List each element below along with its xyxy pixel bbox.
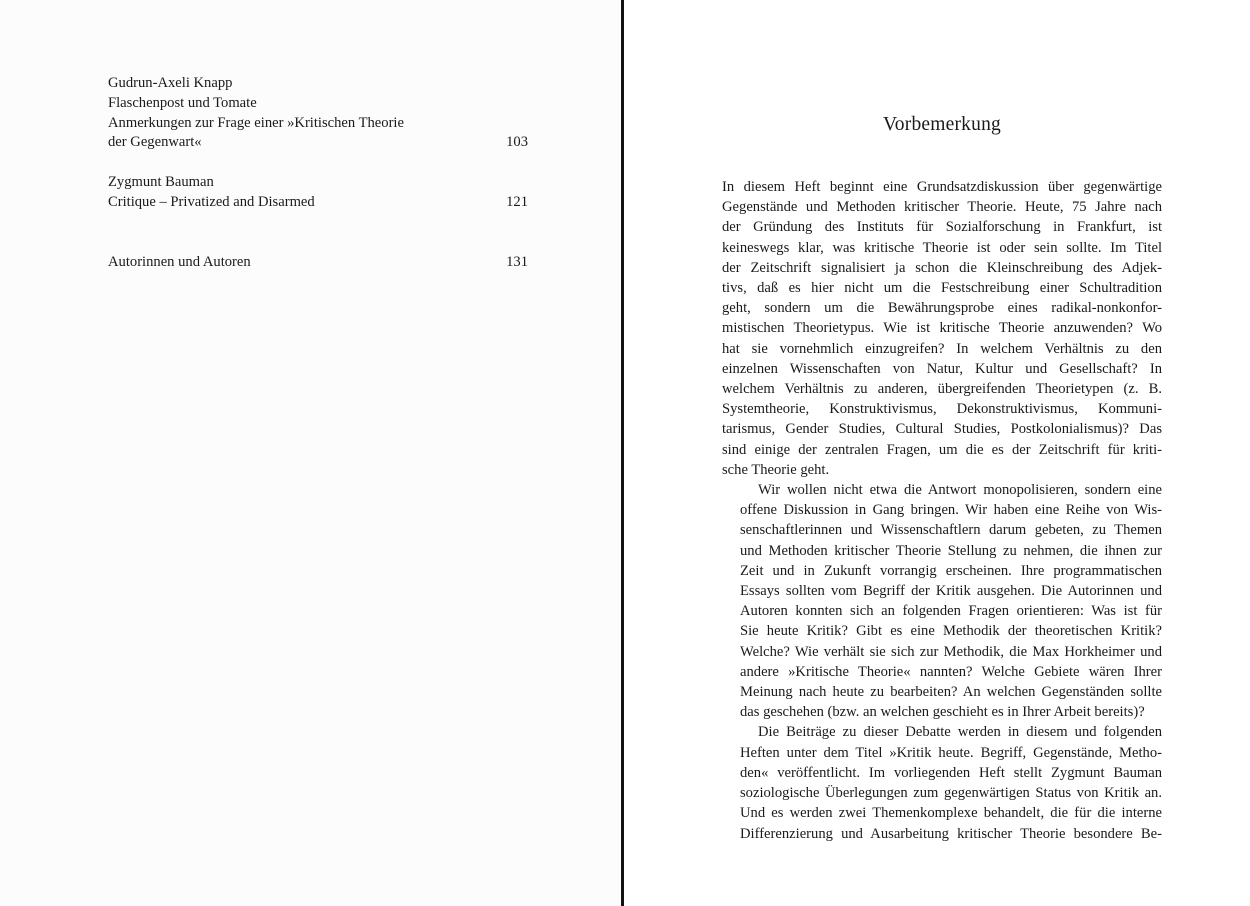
text-line: welchem Verhältnis zu anderen, übergreifenden Theorietypen (z. B.: [722, 381, 1162, 398]
text-line: Die Beiträge zu dieser Debatte werden in diesem und folgenden: [758, 724, 1162, 741]
paragraph: [722, 480, 1162, 722]
toc-page-number: 103: [506, 134, 528, 151]
text-line: und Methoden kritischer Theorie Stellung zu nehmen, die ihnen zur: [740, 542, 1162, 559]
text-line: soziologische Überlegungen zum gegenwärtigen Status von Kritik an.: [740, 785, 1162, 802]
text-line: Zeit und in Zukunft vorrangig erscheinen. Ihre programmatischen: [740, 562, 1162, 579]
text-line: Meinung nach heute zu bearbeiten? An welchen Gegenständen sollte: [740, 684, 1162, 701]
text-line: einzelnen Wissenschaften von Natur, Kultur und Gesellschaft? In: [722, 360, 1162, 377]
text-line: der Zeitschrift signalisiert ja schon die Kleinschreibung des Adjek-: [722, 259, 1162, 276]
text-line: der Gründung des Instituts für Sozialforschung in Frankfurt, ist: [722, 219, 1162, 236]
text-line: tivs, daß es hier nicht um die Festschreibung einer Schultradition: [722, 280, 1162, 297]
paragraph: [722, 722, 1162, 843]
text-line: andere »Kritische Theorie« nannten? Welche Gebiete wären Ihrer: [740, 663, 1162, 680]
page-title: Vorbemerkung: [883, 114, 1001, 135]
toc-page-number: 121: [506, 193, 528, 210]
text-line: tarismus, Gender Studies, Cultural Studies, Postkolonialismus)? Das: [722, 421, 1162, 438]
toc-author: Zygmunt Bauman: [108, 174, 214, 191]
text-line: sind einige der zentralen Fragen, um die es der Zeitschrift für kriti-: [722, 441, 1162, 458]
toc-subtitle: der Gegenwart«: [108, 134, 202, 151]
toc-page-number: 131: [506, 253, 528, 270]
left-page: [0, 0, 622, 906]
text-line: Differenzierung und Ausarbeitung kritischer Theorie besondere Be-: [740, 825, 1162, 842]
text-line: geht, sondern um die Bewährungsprobe eines radikal-nonkonfor-: [722, 300, 1162, 317]
toc-author: Gudrun-Axeli Knapp: [108, 75, 233, 91]
toc-entry-bauman: [108, 173, 528, 213]
text-line: Und es werden zwei Themenkomplexe behandelt, die für die interne: [740, 805, 1162, 822]
text-line: mistischen Theorietypus. Wie ist kritische Theorie anzuwenden? Wo: [722, 320, 1162, 337]
text-line: Essays sollten vom Begriff der Kritik ausgehen. Die Autorinnen und: [740, 583, 1162, 600]
text-line: In diesem Heft beginnt eine Grundsatzdiskussion über gegenwärtige: [722, 179, 1162, 195]
article-body: [722, 177, 1162, 844]
text-line: offene Diskussion in Gang bringen. Wir haben eine Reihe von Wis-: [740, 502, 1162, 519]
toc-entry-autoren: [108, 253, 528, 273]
toc-entry-knapp: [108, 74, 528, 153]
text-line: sche Theorie geht.: [722, 461, 830, 478]
text-line: Wir wollen nicht etwa die Antwort monopolisieren, sondern eine: [758, 482, 1162, 499]
text-line: keineswegs klar, was kritische Theorie ist oder sein sollte. Im Titel: [722, 239, 1162, 256]
text-line: Welche? Wie verhält sie sich zur Methodik, die Max Horkheimer und: [740, 643, 1162, 660]
text-line: den« veröffentlicht. Im vorliegenden Heft stellt Zygmunt Bauman: [740, 764, 1162, 781]
text-line: Sie heute Kritik? Gibt es eine Methodik der theoretischen Kritik?: [740, 623, 1162, 640]
text-line: senschaftlerinnen und Wissenschaftlern darum gebeten, zu Themen: [740, 522, 1162, 539]
paragraph: [722, 177, 1162, 480]
toc-title: Autorinnen und Autoren: [108, 253, 251, 270]
text-line: hat sie vornehmlich einzugreifen? In welchem Verhältnis zu den: [722, 340, 1162, 357]
text-line: das geschehen (bzw. an welchen geschieht es in Ihrer Arbeit bereits)?: [740, 704, 1145, 721]
text-line: Autoren konnten sich an folgenden Fragen orientieren: Was ist für: [740, 603, 1162, 620]
text-line: Heften unter dem Titel »Kritik heute. Begriff, Gegenstände, Metho-: [740, 744, 1162, 761]
text-line: Systemtheorie, Konstruktivismus, Dekonstruktivismus, Kommuni-: [722, 401, 1162, 418]
table-of-contents: [108, 74, 528, 273]
text-line: Gegenstände und Methoden kritischer Theorie. Heute, 75 Jahre nach: [722, 199, 1162, 216]
toc-subtitle: Anmerkungen zur Frage einer »Kritischen Theorie: [108, 114, 404, 131]
toc-title: Flaschenpost und Tomate: [108, 94, 257, 111]
toc-title: Critique – Privatized and Disarmed: [108, 193, 315, 210]
